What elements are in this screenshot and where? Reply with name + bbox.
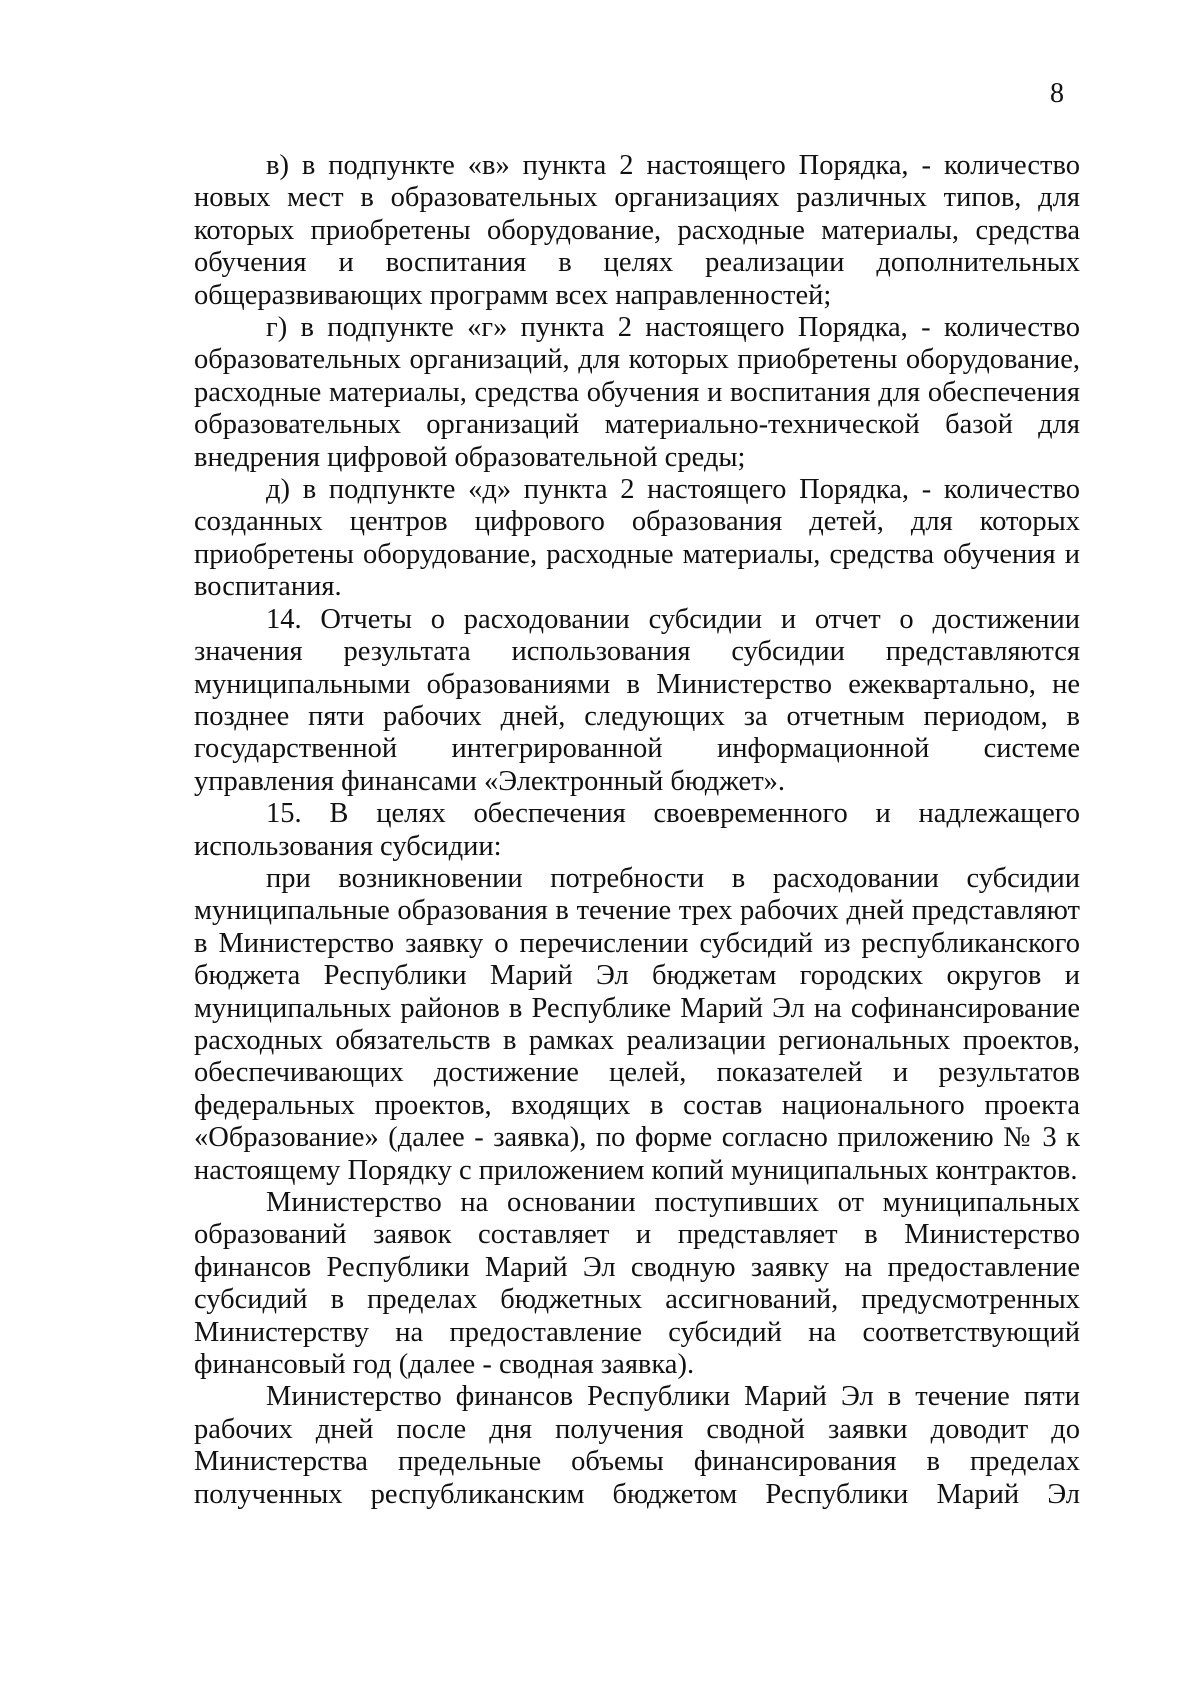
paragraph-finance-ministry: Министерство финансов Республики Марий Эл в течение пяти рабочих дней после дня получения сводной заявки доводит до Министерства предельные объемы финансирования в пределах полученных республиканским бюджетом Республики Марий Эл bbox=[194, 1381, 1080, 1510]
paragraph-consolidated-request: Министерство на основании поступивших от муниципальных образований заявок составляет и представляет в Министерство финансов Республики Марий Эл сводную заявку на предоставление субсидий в пределах бюджетных ассигнований, предусмотренных Министерству на предоставление субсидий на соответствующий финансовый год (далее - сводная заявка). bbox=[194, 1187, 1080, 1381]
document-body bbox=[194, 150, 1080, 1511]
paragraph-item-14: 14. Отчеты о расходовании субсидии и отчет о достижении значения результата использования субсидии представляются муниципальными образованиями в Министерство ежеквартально, не позднее пяти рабочих дней, следующих за отчетным периодом, в государственной интегрированной информационной системе управления финансами «Электронный бюджет». bbox=[194, 603, 1080, 797]
paragraph-item-15: 15. В целях обеспечения своевременного и надлежащего использования субсидии: bbox=[194, 798, 1080, 862]
paragraph-subitem-v: в) в подпункте «в» пункта 2 настоящего Порядка, - количество новых мест в образовательных организациях различных типов, для которых приобретены оборудование, расходные материалы, средства обучения и воспитания в целях реализации дополнительных общеразвивающих программ всех направленностей; bbox=[194, 150, 1080, 311]
paragraph-subitem-g: г) в подпункте «г» пункта 2 настоящего Порядка, - количество образовательных организаций, для которых приобретены оборудование, расходные материалы, средства обучения и воспитания для обеспечения образовательных организаций материально-технической базой для внедрения цифровой образовательной среды; bbox=[194, 312, 1080, 473]
paragraph-subitem-d: д) в подпункте «д» пункта 2 настоящего Порядка, - количество созданных центров цифрового образования детей, для которых приобретены оборудование, расходные материалы, средства обучения и воспитания. bbox=[194, 474, 1080, 603]
page-number: 8 bbox=[1050, 78, 1064, 109]
paragraph-request-procedure: при возникновении потребности в расходовании субсидии муниципальные образования в течение трех рабочих дней представляют в Министерство заявку о перечислении субсидий из республиканского бюджета Республики Марий Эл бюджетам городских округов и муниципальных районов в Республике Марий Эл на софинансирование расходных обязательств в рамках реализации региональных проектов, обеспечивающих достижение целей, показателей и результатов федеральных проектов, входящих в состав национального проекта «Образование» (далее - заявка), по форме согласно приложению № 3 к настоящему Порядку с приложением копий муниципальных контрактов. bbox=[194, 862, 1080, 1186]
